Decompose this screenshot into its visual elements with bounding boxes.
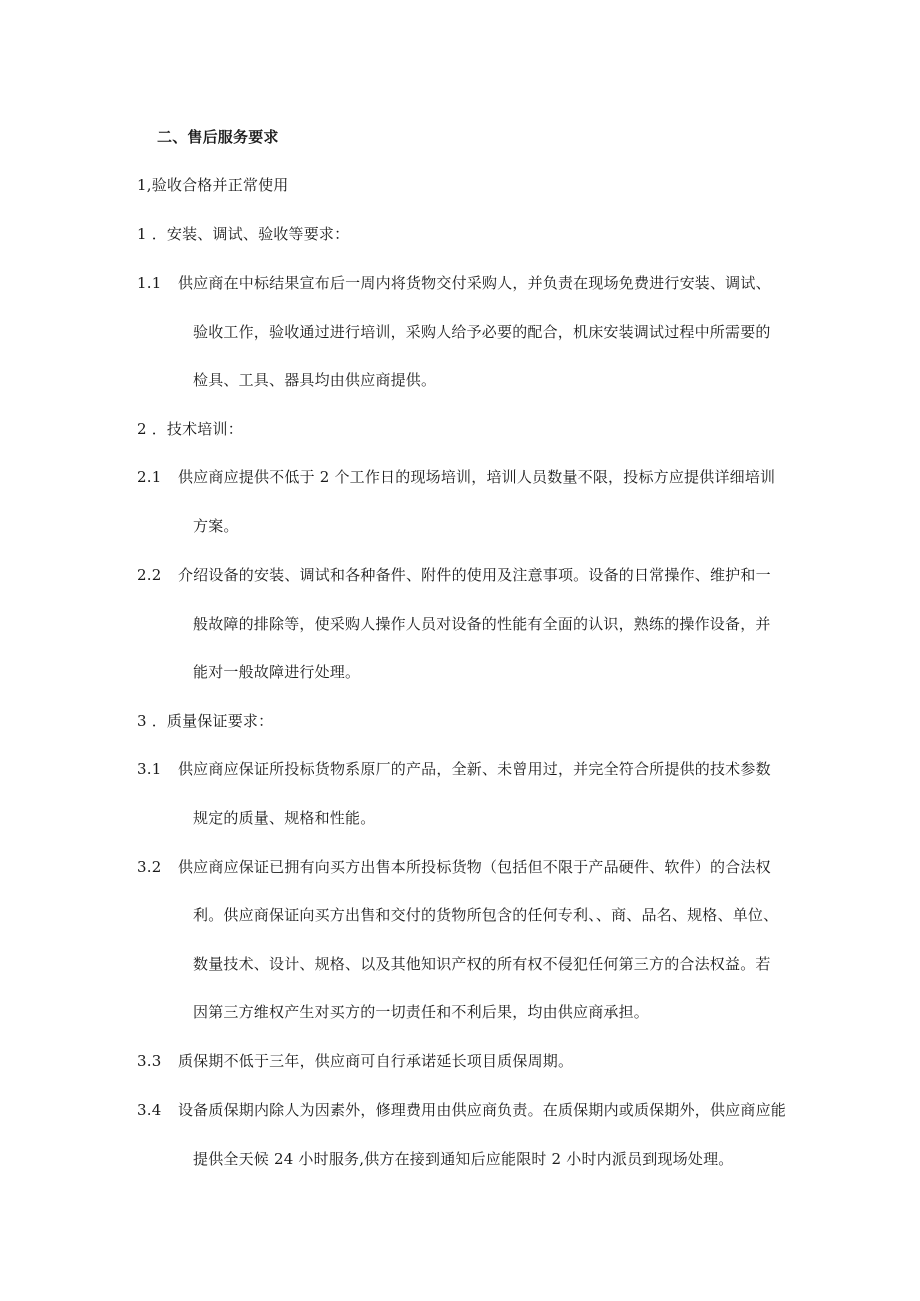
- para-3-4-line2: 提供全天候 24 小时服务,供方在接到通知后应能限时 2 小时内派员到现场处理。: [193, 1150, 734, 1168]
- para-2-1-line2: 方案。: [193, 517, 239, 535]
- para-number: 2.1: [137, 468, 162, 486]
- para-number: 3.1: [137, 760, 162, 778]
- para-number: 3.4: [137, 1101, 162, 1119]
- para-number: 2.2: [137, 566, 162, 584]
- para-2-2-line2: 般故障的排除等，使采购人操作人员对设备的性能有全面的认识，熟练的操作设备，并: [193, 615, 771, 633]
- item3-title: 3 ．质量保证要求：: [137, 712, 274, 730]
- para-text: 介绍设备的安装、调试和各种备件、附件的使用及注意事项。设备的日常操作、维护和一: [177, 566, 771, 584]
- para-2-1-line1: [137, 467, 775, 487]
- para-text: 供应商应保证已拥有向买方出售本所投标货物（包括但不限于产品硬件、软件）的合法权: [177, 858, 771, 876]
- para-text: 供应商在中标结果宣布后一周内将货物交付采购人，并负责在现场免费进行安装、调试、: [177, 274, 771, 292]
- para-3-2-line2: 利。供应商保证向买方出售和交付的货物所包含的任何专利、、商、品名、规格、单位、: [193, 906, 779, 924]
- para-3-2-line3: 数量技术、设计、规格、以及其他知识产权的所有权不侵犯任何第三方的合法权益。若: [193, 955, 771, 973]
- para-number: 1.1: [137, 274, 162, 292]
- intro-line: 1,验收合格并正常使用: [137, 176, 289, 194]
- para-3-1-line1: [137, 759, 771, 779]
- para-3-2-line4: 因第三方维权产生对买方的一切责任和不利后果，均由供应商承担。: [193, 1003, 650, 1021]
- para-number: 3.3: [137, 1052, 162, 1070]
- item2-title: 2 ．技术培训：: [137, 420, 243, 438]
- para-3-2-line1: [137, 857, 771, 877]
- para-3-4-line1: [137, 1100, 786, 1120]
- para-2-2-line3: 能对一般故障进行处理。: [193, 663, 361, 681]
- para-number: 3.2: [137, 858, 162, 876]
- para-2-2-line1: [137, 565, 771, 585]
- item1-title: 1 ．安装、调试、验收等要求：: [137, 225, 350, 243]
- para-1-1-line3: 检具、工具、器具均由供应商提供。: [193, 371, 437, 389]
- para-3-1-line2: 规定的质量、规格和性能。: [193, 809, 376, 827]
- para-text: 质保期不低于三年，供应商可自行承诺延长项目质保周期。: [177, 1052, 574, 1070]
- para-text: 供应商应提供不低于 2 个工作日的现场培训，培训人员数量不限，投标方应提供详细培训: [177, 468, 776, 486]
- para-1-1-line2: 验收工作，验收通过进行培训，采购人给予必要的配合，机床安装调试过程中所需要的: [193, 323, 771, 341]
- para-text: 设备质保期内除人为因素外，修理费用由供应商负责。在质保期内或质保期外，供应商应能: [177, 1101, 786, 1119]
- para-3-3-line1: [137, 1051, 573, 1071]
- section-title: 二、售后服务要求: [157, 128, 279, 146]
- para-text: 供应商应保证所投标货物系原厂的产品，全新、未曾用过，并完全符合所提供的技术参数: [177, 760, 771, 778]
- para-1-1-line1: [137, 273, 771, 293]
